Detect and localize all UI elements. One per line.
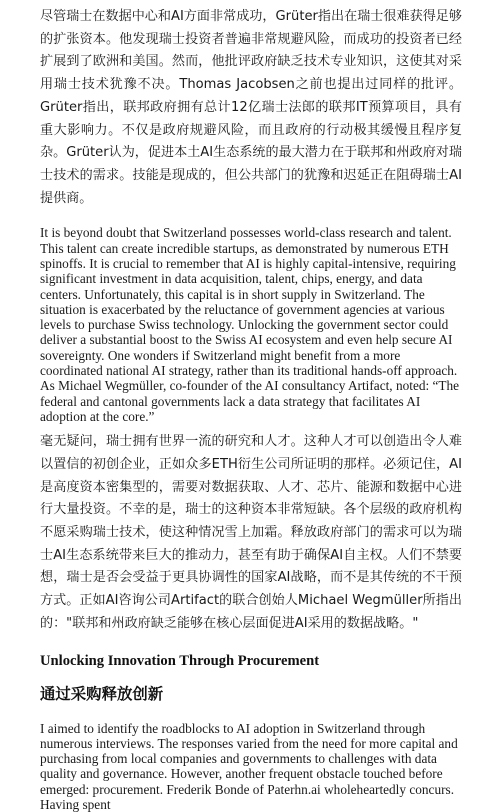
heading-chinese-procurement: 通过采购释放创新 bbox=[40, 684, 164, 703]
paragraph-english-capital: It is beyond doubt that Switzerland possesses world-class research and talent. This talent can create incredible startups, as demonstrated by numerous ETH spinoffs. It is crucial to remember that AI is highly capital-intensive, requiring significant investment in data acquisition, talent, chips, energy, and data centers. Unfortunately, this capital is in short supply in Switzerland. The situation is exacerbated by the reluctance of government agencies at various levels to purchase Swiss technology. Unlocking the government sector could deliver a substantial boost to the Swiss AI ecosystem and even help secure AI sovereignty. One wonders if Switzerland might benefit from a more coordinated national AI strategy, rather than its traditional hands-off approach. As Michael Wegmüller, co-founder of the AI consultancy Artifact, noted: “The federal and cantonal governments lack a data strategy that facilitates AI adoption at the core.” bbox=[40, 225, 460, 424]
paragraph-chinese-capital: 毫无疑问，瑞士拥有世界一流的研究和人才。这种人才可以创造出令人难以置信的初创企业，正如众多ETH衍生公司所证明的那样。必须记住，AI是高度资本密集型的，需要对数据获取、人才、芯片、能源和数据中心进行大量投资。不幸的是，瑞士的这种资本非常短缺。各个层级的政府机构不愿采购瑞士技术，使这种情况雪上加霜。释放政府部门的需求可以为瑞士AI生态系统带来巨大的推动力，甚至有助于确保AI自主权。人们不禁要想，瑞士是否会受益于更具协调性的国家AI战略，而不是其传统的不干预方式。正如AI咨询公司Artifact的联合创始人Michael Wegmüller所指出的："联邦和州政府缺乏能够在核心层面促进AI采用的数据战略。" bbox=[40, 434, 462, 631]
heading-english-procurement: Unlocking Innovation Through Procurement bbox=[40, 652, 320, 669]
article bbox=[40, 6, 462, 812]
paragraph-english-roadblocks: I aimed to identify the roadblocks to AI adoption in Switzerland through numerous interviews. The responses varied from the need for more capital and purchasing from local companies and governments to challenges with data quality and governance. However, another frequent obstacle touched before emerged: procurement. Frederik Bonde of Paterhn.ai wholeheartedly concurs. Having spent bbox=[40, 720, 458, 812]
paragraph-chinese-intro: 尽管瑞士在数据中心和AI方面非常成功，Grüter指出在瑞士很难获得足够的扩张资本。他发现瑞士投资者普遍非常规避风险，而成功的投资者已经扩展到了欧洲和美国。然而，他批评政府缺乏技术专业知识，这使其对采用瑞士技术犹豫不决。Thomas Jacobsen之前也提出过同样的批评。Grüter指出，联邦政府拥有总计12亿瑞士法郎的联邦IT预算项目，具有重大影响力。不仅是政府规避风险，而且政府的行动极其缓慢且程序复杂。Grüter认为，促进本土AI生态系统的最大潜力在于联邦和州政府对瑞士技术的需求。技能是现成的，但公共部门的犹豫和迟延正在阻碍瑞士AI提供商。 bbox=[40, 9, 462, 206]
